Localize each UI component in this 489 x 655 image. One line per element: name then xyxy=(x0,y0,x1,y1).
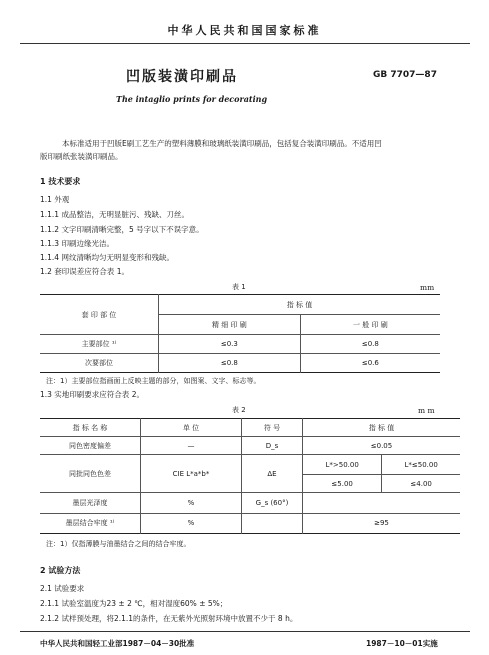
header-rule xyxy=(20,43,470,44)
table2-cell-name: 墨层光泽度 xyxy=(40,493,141,513)
section-1-1-1: 1.1.1 成品整洁，无明显脏污、残缺、刀丝。 xyxy=(40,210,189,219)
table1-unit: mm xyxy=(420,283,435,292)
section-1-1-2: 1.1.2 文字印刷清晰完整，5 号字以下不误字意。 xyxy=(40,225,204,234)
section-1-1-4: 1.1.4 网纹清晰均匀无明显变形和残缺。 xyxy=(40,253,174,262)
table2-unit: m m xyxy=(418,406,435,415)
table2-cell-value xyxy=(303,493,461,513)
table2-cell-name: 同色密度偏差 xyxy=(40,437,141,455)
table1-header-index: 指 标 值 xyxy=(159,295,441,315)
table1-cell-item: 主要部位 ¹⁾ xyxy=(40,335,159,354)
table2-header-unit: 单 位 xyxy=(141,419,242,437)
footer-implementation: 1987－10－01实施 xyxy=(366,639,438,648)
doc-subtitle: The intaglio prints for decorating xyxy=(116,94,268,104)
intro-line-1: 本标准适用于凹版E刷工艺生产的塑料薄膜和玻璃纸装潢印刷品，包括复合装潢印刷品。不适用凹 xyxy=(62,139,382,148)
table-row xyxy=(40,493,460,513)
table2-cell-unit: CIE L*a*b* xyxy=(141,455,242,493)
section-1-1: 1.1 外观 xyxy=(40,195,70,204)
table1-cell-fine: ≤0.3 xyxy=(159,335,301,354)
standard-header: 中华人民共和国国家标准 xyxy=(167,24,322,37)
table2-cell-value-low: L*≤50.00 xyxy=(382,455,460,475)
table2-cell-value: ≥95 xyxy=(374,519,389,528)
footer-approval: 中华人民共和国轻工业部1987－04－30批准 xyxy=(40,639,195,648)
table2-cell-value-low-limit: ≤4.00 xyxy=(382,475,460,493)
table2-cell-value: ≤0.05 xyxy=(370,441,393,450)
table2-cell-name: 同批同色色差 xyxy=(40,455,141,493)
table2-cell-symbol: ΔE xyxy=(242,455,303,493)
table1-caption: 表 1 xyxy=(232,283,246,291)
doc-title: 凹版装潢印刷品 xyxy=(126,69,238,85)
table1-cell-fine: ≤0.8 xyxy=(159,354,301,373)
table2-cell-symbol: D_s xyxy=(242,437,303,455)
footer-rule xyxy=(20,631,470,632)
table-row xyxy=(40,437,460,455)
section-2-1-1: 2.1.1 试验室温度为23 ± 2 ℃，相对湿度60% ± 5%； xyxy=(40,599,228,608)
table2-cell-symbol xyxy=(242,513,303,533)
table2-cell-unit: % xyxy=(141,513,242,533)
table1-header-general: 一 般 印 刷 xyxy=(353,320,388,329)
table2-note: 注：1）仅指薄膜与油墨结合之间的结合牢度。 xyxy=(46,540,191,548)
table-1 xyxy=(40,294,440,373)
intro-line-2: 版印刷纸张装潢印刷品。 xyxy=(40,152,123,161)
table-row xyxy=(40,335,440,354)
section-2-1-2: 2.1.2 试样预处理，将2.1.1的条件，在无紫外光照射环境中放置不少于 8 h。 xyxy=(40,614,298,623)
table1-cell-item: 次要部位 xyxy=(40,354,159,373)
table2-cell-value-high: L*>50.00 xyxy=(303,455,382,475)
table2-caption: 表 2 xyxy=(232,406,246,414)
section-2: 2 试验方法 xyxy=(40,566,81,575)
section-1-2: 1.2 套印误差应符合表 1。 xyxy=(40,267,129,276)
table2-header-value: 指 标 值 xyxy=(368,423,395,432)
table-row xyxy=(40,513,460,533)
table1-header-fine: 精 细 印 刷 xyxy=(159,315,301,335)
table2-header-symbol: 符 号 xyxy=(242,419,303,437)
section-1: 1 技术要求 xyxy=(40,177,81,186)
table-2 xyxy=(40,418,460,534)
table1-cell-general: ≤0.6 xyxy=(361,359,379,367)
table2-cell-name: 墨层结合牢度 ¹⁾ xyxy=(40,513,141,533)
table-row xyxy=(40,354,440,373)
table1-cell-general: ≤0.8 xyxy=(361,340,379,348)
table1-header-item: 套 印 部 位 xyxy=(40,295,159,335)
table2-cell-symbol: G_s (60°) xyxy=(242,493,303,513)
section-1-1-3: 1.1.3 印刷边缘光洁。 xyxy=(40,239,114,248)
section-1-3: 1.3 实地印刷要求应符合表 2。 xyxy=(40,390,144,399)
table2-header-name: 指 标 名 称 xyxy=(40,419,141,437)
section-2-1: 2.1 试验要求 xyxy=(40,584,85,593)
table2-cell-unit: — xyxy=(141,437,242,455)
table2-cell-value-high-limit: ≤5.00 xyxy=(303,475,382,493)
table1-note: 注：1）主要部位指画面上反映主题的部分，如图案、文字、标志等。 xyxy=(46,377,261,385)
table2-cell-unit: % xyxy=(141,493,242,513)
table-row xyxy=(40,455,460,475)
doc-code: GB 7707—87 xyxy=(373,70,437,80)
